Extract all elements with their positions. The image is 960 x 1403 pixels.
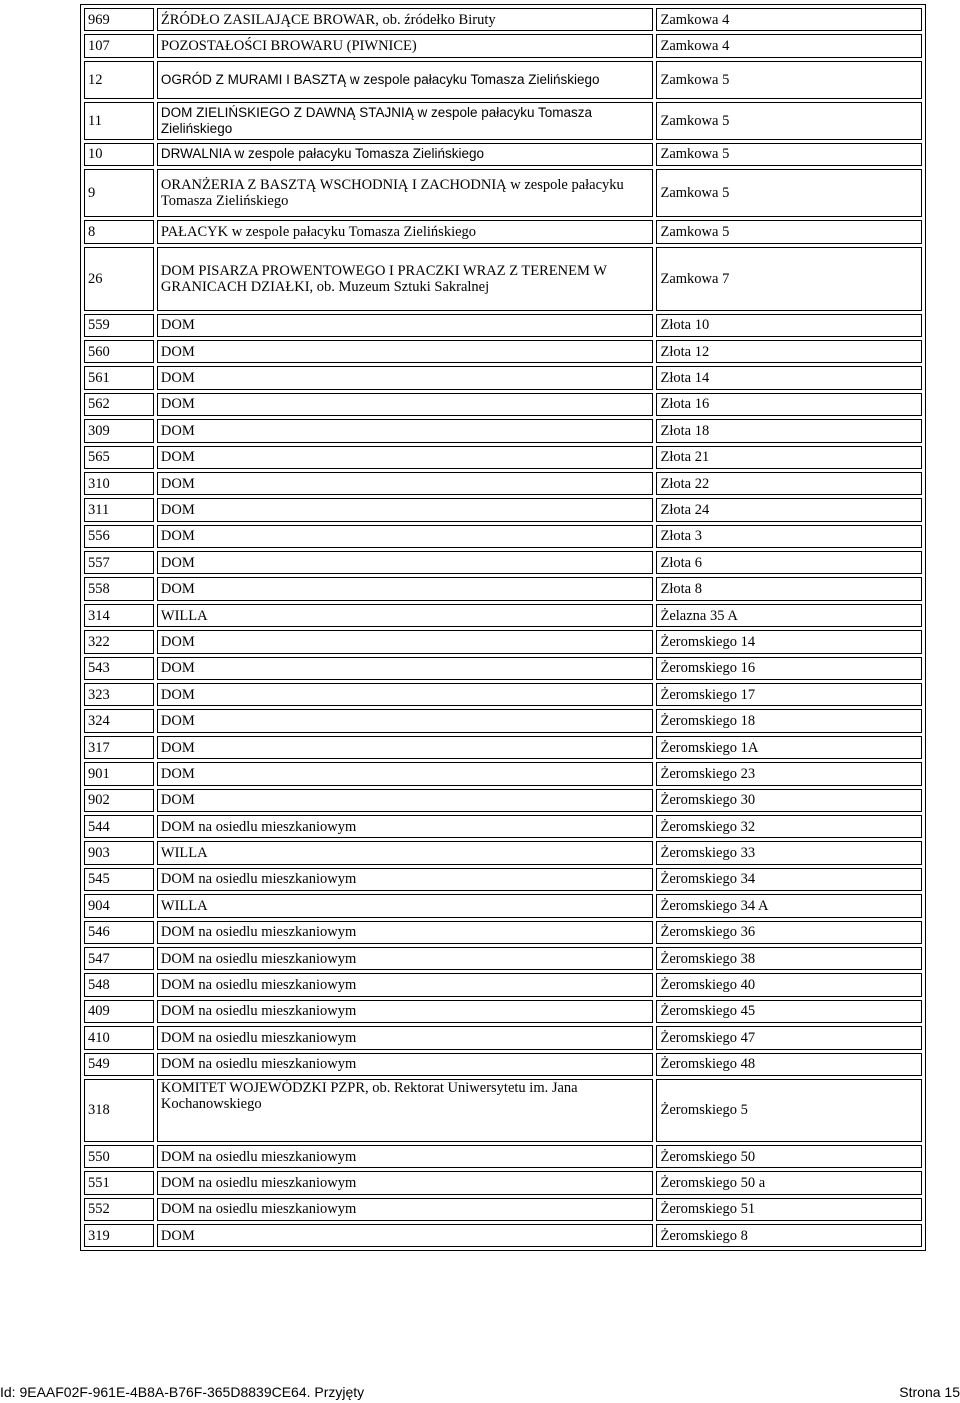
table-row — [84, 247, 922, 311]
register-number-cell: 901 — [84, 762, 154, 785]
address-cell: Żeromskiego 33 — [656, 841, 922, 864]
address-cell: Złota 22 — [656, 472, 922, 495]
object-name-cell: DOM — [157, 498, 654, 521]
address-cell: Żeromskiego 47 — [656, 1026, 922, 1049]
object-name-cell: DOM na osiedlu mieszkaniowym — [157, 1026, 654, 1049]
table-row — [84, 393, 922, 416]
address-cell: Zamkowa 5 — [656, 169, 922, 217]
address-cell: Zamkowa 4 — [656, 8, 922, 31]
register-number-cell: 543 — [84, 657, 154, 680]
address-cell: Zamkowa 7 — [656, 247, 922, 311]
register-number-cell: 551 — [84, 1171, 154, 1194]
table-row — [84, 143, 922, 166]
object-name-cell: DOM — [157, 762, 654, 785]
table-row — [84, 868, 922, 891]
address-cell: Żeromskiego 16 — [656, 657, 922, 680]
object-name-cell: DOM — [157, 577, 654, 600]
register-number-cell: 409 — [84, 1000, 154, 1023]
register-number-cell: 547 — [84, 947, 154, 970]
address-cell: Żeromskiego 23 — [656, 762, 922, 785]
table-row — [84, 472, 922, 495]
table-row — [84, 1079, 922, 1142]
register-number-cell: 559 — [84, 314, 154, 337]
address-cell: Złota 18 — [656, 419, 922, 442]
address-cell: Złota 24 — [656, 498, 922, 521]
register-number-cell: 560 — [84, 340, 154, 363]
object-name-cell: DOM na osiedlu mieszkaniowym — [157, 815, 654, 838]
table-row — [84, 683, 922, 706]
object-name-cell: WILLA — [157, 841, 654, 864]
object-name-cell: WILLA — [157, 604, 654, 627]
address-cell: Złota 10 — [656, 314, 922, 337]
object-name-cell: DOM na osiedlu mieszkaniowym — [157, 921, 654, 944]
register-number-cell: 8 — [84, 220, 154, 243]
address-cell: Zamkowa 4 — [656, 34, 922, 57]
address-cell: Żeromskiego 45 — [656, 1000, 922, 1023]
table-row — [84, 102, 922, 140]
table-row — [84, 841, 922, 864]
register-number-cell: 548 — [84, 973, 154, 996]
table-row — [84, 419, 922, 442]
monuments-table-body — [84, 8, 922, 1247]
address-cell: Złota 12 — [656, 340, 922, 363]
document-id: Id: 9EAAF02F-961E-4B8A-B76F-365D8839CE64. Przyjęty — [0, 1384, 365, 1400]
table-row — [84, 604, 922, 627]
address-cell: Żeromskiego 30 — [656, 789, 922, 812]
page-footer — [0, 1384, 960, 1402]
table-row — [84, 947, 922, 970]
object-name-cell: DOM — [157, 366, 654, 389]
object-name-cell: DOM na osiedlu mieszkaniowym — [157, 1171, 654, 1194]
object-name-cell: DOM — [157, 340, 654, 363]
table-row — [84, 525, 922, 548]
table-row — [84, 498, 922, 521]
table-row — [84, 1171, 922, 1194]
address-cell: Zamkowa 5 — [656, 220, 922, 243]
object-name-cell: PAŁACYK w zespole pałacyku Tomasza Zielińskiego — [157, 220, 654, 243]
register-number-cell: 318 — [84, 1079, 154, 1142]
object-name-cell: DOM — [157, 419, 654, 442]
register-number-cell: 903 — [84, 841, 154, 864]
object-name-cell: ORANŻERIA Z BASZTĄ WSCHODNIĄ I ZACHODNIĄ w zespole pałacyku Tomasza Zielińskiego — [157, 169, 654, 217]
table-row — [84, 34, 922, 57]
address-cell: Żeromskiego 50 a — [656, 1171, 922, 1194]
table-row — [84, 61, 922, 99]
object-name-cell: DOM na osiedlu mieszkaniowym — [157, 1198, 654, 1221]
object-name-cell: DOM — [157, 630, 654, 653]
object-name-cell: DOM — [157, 472, 654, 495]
table-row — [84, 169, 922, 217]
address-cell: Zamkowa 5 — [656, 61, 922, 99]
table-row — [84, 1145, 922, 1168]
table-row — [84, 789, 922, 812]
register-number-cell: 556 — [84, 525, 154, 548]
address-cell: Żeromskiego 18 — [656, 709, 922, 732]
table-row — [84, 8, 922, 31]
address-cell: Żeromskiego 50 — [656, 1145, 922, 1168]
address-cell: Złota 14 — [656, 366, 922, 389]
address-cell: Złota 6 — [656, 551, 922, 574]
register-number-cell: 317 — [84, 736, 154, 759]
object-name-cell: DOM — [157, 683, 654, 706]
table-row — [84, 657, 922, 680]
page-number: Strona 15 — [899, 1384, 960, 1400]
table-row — [84, 921, 922, 944]
register-number-cell: 9 — [84, 169, 154, 217]
object-name-cell: DOM — [157, 551, 654, 574]
register-number-cell: 544 — [84, 815, 154, 838]
object-name-cell: DOM — [157, 1224, 654, 1247]
table-row — [84, 762, 922, 785]
register-number-cell: 10 — [84, 143, 154, 166]
object-name-cell: KOMITET WOJEWÓDZKI PZPR, ob. Rektorat Uniwersytetu im. Jana Kochanowskiego — [157, 1079, 654, 1142]
object-name-cell: DOM — [157, 709, 654, 732]
register-number-cell: 311 — [84, 498, 154, 521]
table-row — [84, 630, 922, 653]
table-row — [84, 1198, 922, 1221]
address-cell: Żeromskiego 8 — [656, 1224, 922, 1247]
register-number-cell: 324 — [84, 709, 154, 732]
table-row — [84, 366, 922, 389]
object-name-cell: OGRÓD Z MURAMI I BASZTĄ w zespole pałacyku Tomasza Zielińskiego — [157, 61, 654, 99]
object-name-cell: DRWALNIA w zespole pałacyku Tomasza Zielińskiego — [157, 143, 654, 166]
table-row — [84, 736, 922, 759]
object-name-cell: DOM — [157, 657, 654, 680]
table-row — [84, 446, 922, 469]
register-number-cell: 549 — [84, 1053, 154, 1076]
address-cell: Złota 8 — [656, 577, 922, 600]
address-cell: Żeromskiego 51 — [656, 1198, 922, 1221]
register-number-cell: 550 — [84, 1145, 154, 1168]
register-number-cell: 545 — [84, 868, 154, 891]
table-row — [84, 220, 922, 243]
monuments-table — [80, 4, 926, 1251]
address-cell: Żeromskiego 14 — [656, 630, 922, 653]
object-name-cell: DOM na osiedlu mieszkaniowym — [157, 1053, 654, 1076]
address-cell: Żeromskiego 17 — [656, 683, 922, 706]
table-row — [84, 1026, 922, 1049]
register-number-cell: 561 — [84, 366, 154, 389]
register-number-cell: 309 — [84, 419, 154, 442]
register-number-cell: 314 — [84, 604, 154, 627]
address-cell: Złota 16 — [656, 393, 922, 416]
table-row — [84, 1224, 922, 1247]
table-row — [84, 1000, 922, 1023]
register-number-cell: 565 — [84, 446, 154, 469]
table-row — [84, 973, 922, 996]
register-number-cell: 310 — [84, 472, 154, 495]
address-cell: Żeromskiego 38 — [656, 947, 922, 970]
register-number-cell: 319 — [84, 1224, 154, 1247]
register-number-cell: 552 — [84, 1198, 154, 1221]
register-number-cell: 107 — [84, 34, 154, 57]
register-number-cell: 562 — [84, 393, 154, 416]
register-number-cell: 557 — [84, 551, 154, 574]
register-number-cell: 11 — [84, 102, 154, 140]
register-number-cell: 323 — [84, 683, 154, 706]
object-name-cell: POZOSTAŁOŚCI BROWARU (PIWNICE) — [157, 34, 654, 57]
address-cell: Żeromskiego 48 — [656, 1053, 922, 1076]
table-row — [84, 709, 922, 732]
object-name-cell: DOM — [157, 314, 654, 337]
object-name-cell: DOM ZIELIŃSKIEGO Z DAWNĄ STAJNIĄ w zespole pałacyku Tomasza Zielińskiego — [157, 102, 654, 140]
object-name-cell: ŹRÓDŁO ZASILAJĄCE BROWAR, ob. źródełko Biruty — [157, 8, 654, 31]
table-row — [84, 815, 922, 838]
object-name-cell: DOM na osiedlu mieszkaniowym — [157, 973, 654, 996]
object-name-cell: WILLA — [157, 894, 654, 917]
table-row — [84, 551, 922, 574]
object-name-cell: DOM — [157, 789, 654, 812]
object-name-cell: DOM — [157, 446, 654, 469]
register-number-cell: 26 — [84, 247, 154, 311]
register-number-cell: 558 — [84, 577, 154, 600]
address-cell: Zamkowa 5 — [656, 143, 922, 166]
address-cell: Złota 21 — [656, 446, 922, 469]
object-name-cell: DOM na osiedlu mieszkaniowym — [157, 868, 654, 891]
register-number-cell: 904 — [84, 894, 154, 917]
address-cell: Żeromskiego 34 A — [656, 894, 922, 917]
address-cell: Żeromskiego 36 — [656, 921, 922, 944]
address-cell: Żelazna 35 A — [656, 604, 922, 627]
address-cell: Żeromskiego 1A — [656, 736, 922, 759]
register-number-cell: 12 — [84, 61, 154, 99]
register-number-cell: 546 — [84, 921, 154, 944]
address-cell: Złota 3 — [656, 525, 922, 548]
object-name-cell: DOM — [157, 393, 654, 416]
register-number-cell: 902 — [84, 789, 154, 812]
object-name-cell: DOM PISARZA PROWENTOWEGO I PRACZKI WRAZ Z TERENEM W GRANICACH DZIAŁKI, ob. Muzeum Sztuki Sakralnej — [157, 247, 654, 311]
table-row — [84, 1053, 922, 1076]
object-name-cell: DOM — [157, 736, 654, 759]
object-name-cell: DOM — [157, 525, 654, 548]
table-row — [84, 577, 922, 600]
address-cell: Żeromskiego 40 — [656, 973, 922, 996]
address-cell: Żeromskiego 5 — [656, 1079, 922, 1142]
table-row — [84, 340, 922, 363]
register-number-cell: 322 — [84, 630, 154, 653]
table-row — [84, 314, 922, 337]
register-number-cell: 969 — [84, 8, 154, 31]
object-name-cell: DOM na osiedlu mieszkaniowym — [157, 947, 654, 970]
address-cell: Zamkowa 5 — [656, 102, 922, 140]
object-name-cell: DOM na osiedlu mieszkaniowym — [157, 1000, 654, 1023]
register-number-cell: 410 — [84, 1026, 154, 1049]
table-row — [84, 894, 922, 917]
address-cell: Żeromskiego 34 — [656, 868, 922, 891]
object-name-cell: DOM na osiedlu mieszkaniowym — [157, 1145, 654, 1168]
address-cell: Żeromskiego 32 — [656, 815, 922, 838]
